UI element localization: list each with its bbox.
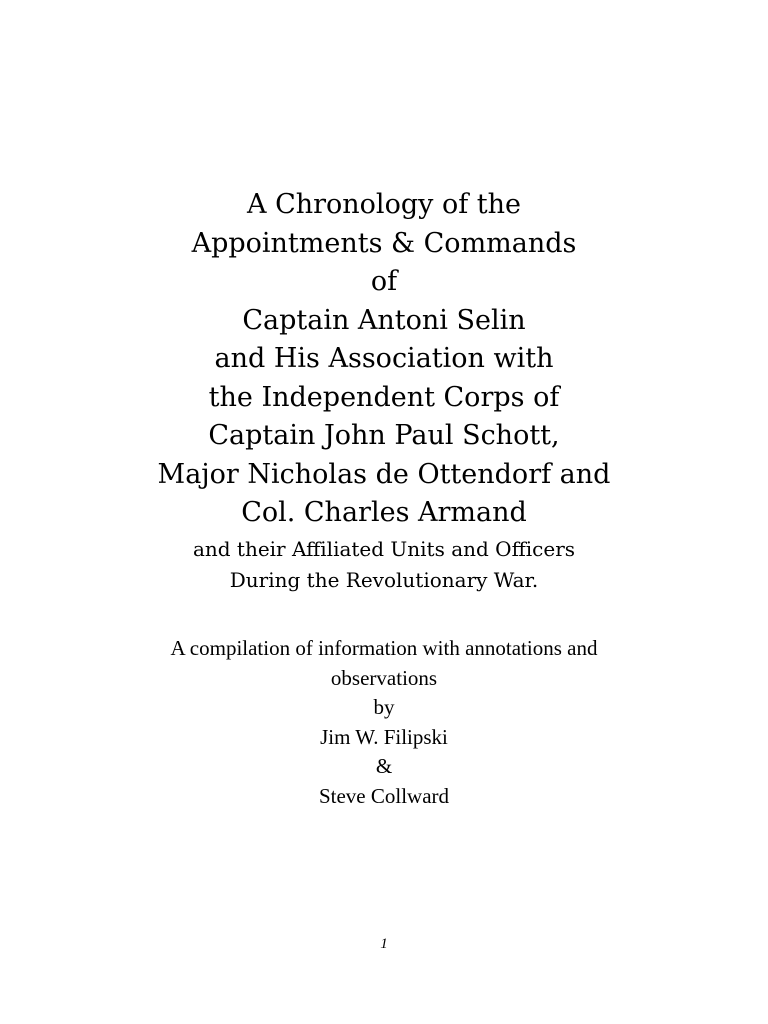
title-line: Captain Antoni Selin [242, 304, 526, 336]
title-line: A Chronology of the [247, 189, 521, 220]
title-line: Major Nicholas de Ottendorf and [157, 458, 611, 490]
compilation-line: A compilation of information with annotations and [170, 636, 598, 660]
subtitle-line: and their Affiliated Units and Officers [192, 537, 576, 561]
title-line: Appointments & Commands [191, 227, 577, 259]
title-line: Col. Charles Armand [241, 497, 527, 528]
title-line: the Independent Corps of [208, 381, 560, 413]
author-name: Steve Collward [318, 783, 450, 808]
author-name: Jim W. Filipski [320, 724, 448, 749]
title-line: of [370, 266, 398, 297]
compilation-line: observations [330, 665, 438, 690]
byline-label: by [373, 695, 395, 719]
page-number: 1 [380, 936, 388, 952]
subtitle-line: During the Revolutionary War. [229, 568, 539, 592]
compilation-credits [0, 634, 768, 811]
document-title [0, 186, 768, 533]
author-separator: & [375, 754, 393, 778]
title-line: and His Association with [214, 343, 554, 374]
document-subtitle [0, 534, 768, 596]
title-line: Captain John Paul Schott, [208, 420, 560, 451]
